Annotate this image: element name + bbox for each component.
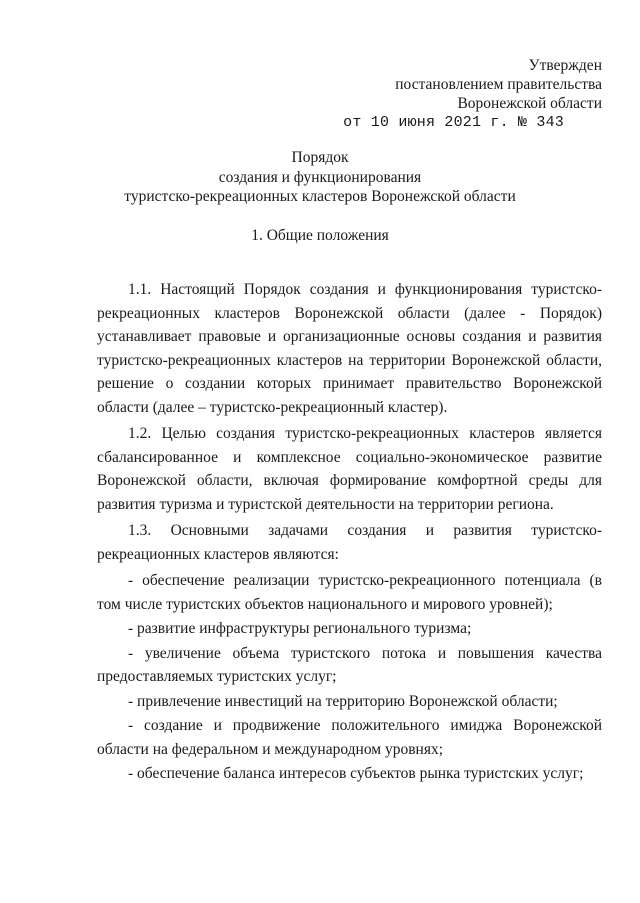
list-item: - создание и продвижение положительного имиджа Воронежской области на федеральном и международном уровнях;: [97, 717, 602, 758]
approval-stamp: [343, 56, 602, 132]
list-item: - обеспечение баланса интересов субъектов рынка туристских услуг;: [128, 765, 584, 782]
list-item: - развитие инфраструктуры регионального туризма;: [128, 620, 472, 637]
list-item: - обеспечение реализации туристско-рекреационного потенциала (в том числе туристских объектов национального и мирового уровней);: [97, 572, 602, 613]
title-line-3: туристско-рекреационных кластеров Воронежской области: [124, 188, 516, 205]
list-item: - привлечение инвестиций на территорию Воронежской области;: [128, 692, 558, 710]
title-line-1: Порядок: [291, 149, 349, 166]
section-heading: 1. Общие положения: [251, 227, 389, 244]
approval-line-3: Воронежской области: [457, 95, 602, 112]
approval-date-line: от 10 июня 2021 г. № 343: [343, 114, 564, 131]
title-line-2: создания и функционирования: [218, 168, 422, 186]
list-item: - увеличение объема туристского потока и повышения качества предоставляемых туристских услуг;: [97, 644, 602, 685]
document-title: [0, 148, 640, 207]
approval-line-1: Утвержден: [528, 57, 602, 74]
document-body: [97, 278, 602, 787]
paragraph-1-2: 1.2. Целью создания туристско-рекреационных кластеров является сбалансированное и комплексное социально-экономическое развитие Воронежской области, включая формирование комфортной среды для развития туризма и туристской деятельности на территории региона.: [97, 425, 602, 513]
approval-line-2: постановлением правительства: [395, 76, 602, 93]
paragraph-1-1: 1.1. Настоящий Порядок создания и функционирования туристско-рекреационных кластеров Воронежской области (далее - Порядок) устанавливает правовые и организационные основы создания и развития туристско-рекреационных кластеров на территории Воронежской области, решение о создании которых принимает правительство Воронежской области (далее – туристско-рекреационный кластер).: [97, 281, 602, 416]
paragraph-1-3: 1.3. Основными задачами создания и развития туристско-рекреационных кластеров являются:: [97, 522, 602, 563]
